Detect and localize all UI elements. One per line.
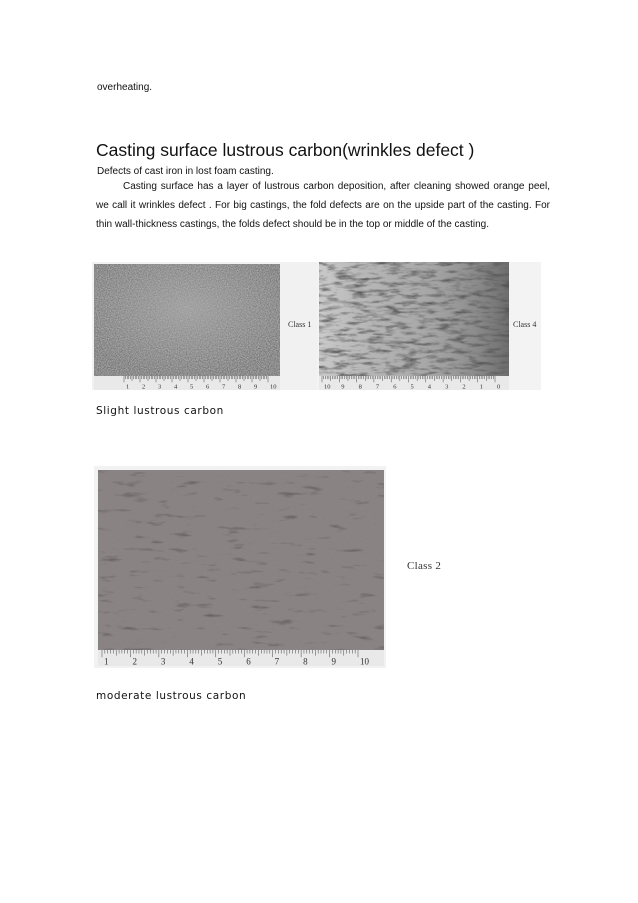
ruler-label: 3 — [160, 656, 166, 666]
ruler-label: 9 — [254, 383, 258, 390]
class-4-label: Class 4 — [513, 320, 537, 329]
ruler-label: 8 — [238, 383, 242, 390]
section-subtitle: Defects of cast iron in lost foam casting. — [97, 166, 274, 177]
ruler-label: 7 — [222, 383, 226, 390]
ruler-label: 3 — [445, 383, 449, 390]
ruler-label: 0 — [497, 383, 501, 390]
ruler-label: 2 — [462, 383, 466, 390]
top-text: overheating. — [97, 82, 153, 93]
ruler-label: 7 — [375, 383, 380, 390]
ruler-label: 6 — [206, 383, 210, 390]
class-2-texture — [98, 470, 384, 652]
ruler-label: 10 — [360, 656, 369, 666]
ruler-label: 8 — [358, 383, 362, 390]
figure-2-caption: moderate lustrous carbon — [96, 690, 247, 702]
class-1-texture — [94, 264, 280, 376]
ruler-label: 5 — [217, 656, 223, 666]
ruler-label: 5 — [410, 383, 414, 390]
figure-1-caption: Slight lustrous carbon — [96, 405, 224, 417]
class-2-photo — [94, 466, 386, 668]
ruler-label: 6 — [246, 656, 251, 666]
ruler-label: 9 — [331, 656, 337, 666]
ruler-label: 6 — [393, 383, 397, 390]
class-1-label: Class 1 — [288, 320, 312, 329]
class-1-ruler — [94, 376, 280, 390]
ruler-label: 2 — [132, 656, 137, 666]
ruler-label: 1 — [104, 656, 109, 666]
ruler-label: 4 — [174, 383, 178, 390]
class-4-photo — [317, 262, 541, 390]
ruler-label: 10 — [324, 383, 331, 390]
ruler-label: 2 — [142, 383, 146, 390]
section-title: Casting surface lustrous carbon(wrinkles defect ) — [96, 140, 475, 160]
ruler-label: 7 — [274, 656, 280, 666]
class-2-label: Class 2 — [407, 560, 442, 572]
ruler-label: 3 — [158, 383, 162, 390]
ruler-label: 8 — [303, 656, 308, 666]
ruler-label: 5 — [190, 383, 194, 390]
ruler-label: 1 — [479, 383, 483, 390]
class-4-texture — [319, 262, 509, 376]
class-2-ruler — [98, 650, 384, 666]
class-4-ruler — [319, 376, 509, 390]
ruler-label: 9 — [341, 383, 345, 390]
class-1-photo — [92, 262, 318, 390]
ruler-label: 1 — [126, 383, 130, 390]
section-paragraph: Casting surface has a layer of lustrous carbon deposition, after cleaning showed orange peel, we call it wrinkles defect . For big castings, the fold defects are on the upside part of the casting. For thin wall-thickness castings, the folds defect should be in the top or middle of the casting. — [96, 181, 550, 230]
ruler-label: 10 — [270, 383, 277, 390]
ruler-label: 4 — [189, 656, 194, 666]
ruler-label: 4 — [427, 383, 432, 390]
